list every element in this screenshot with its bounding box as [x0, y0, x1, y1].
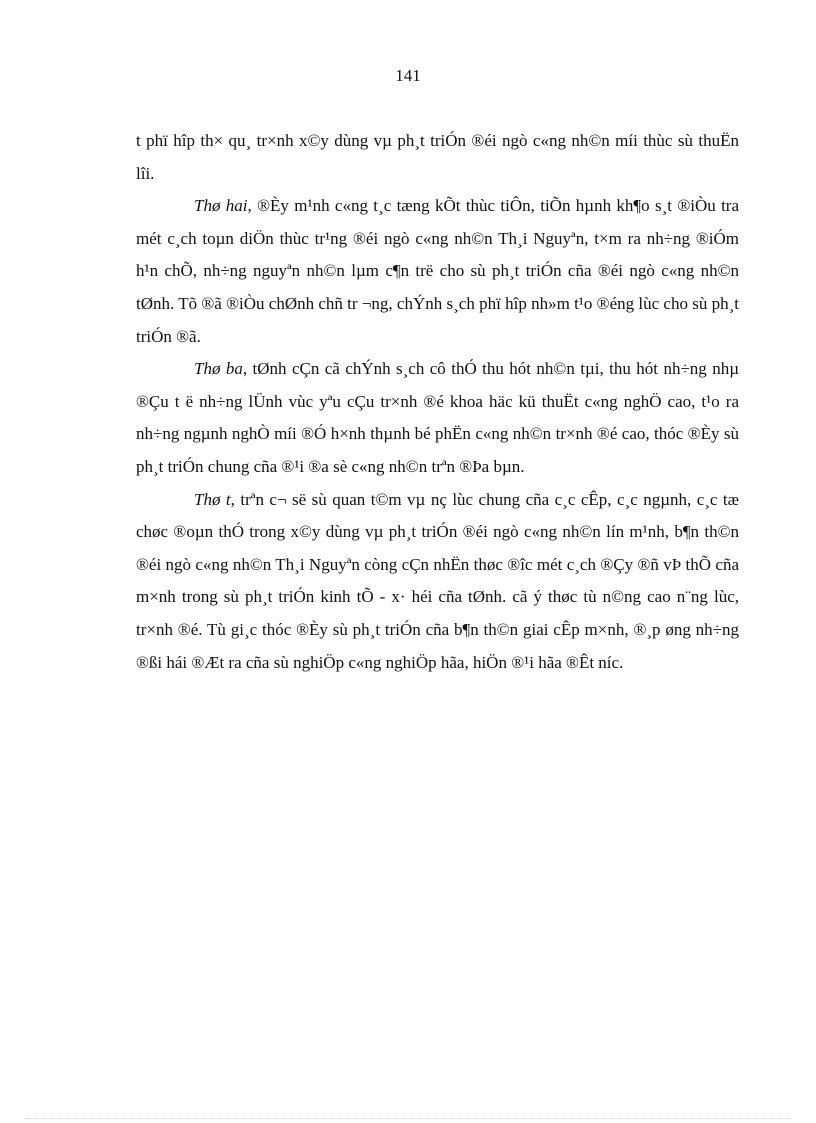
paragraph-text: , tØnh cÇn cã chÝnh s¸ch cô thÓ thu hót nh©n tµi, thu hót nh÷ng nhµ ®Çu t ë nh÷ng lÜnh vùc yªu cÇu tr×nh ®é khoa häc kü thuËt c«ng nghÖ cao, t¹o ra nh÷ng ngµnh nghÒ míi ®Ó h×nh thµnh bé phËn c«ng nh©n tr×nh ®é cao, thóc ®Èy sù ph¸t triÓn chung cña ®¹i ®a sè c«ng nh©n trªn ®Þa bµn. — [136, 359, 739, 476]
paragraph-third-point — [136, 353, 739, 483]
paragraph-text: t phï hîp th× qu¸ tr×nh x©y dùng vµ ph¸t triÓn ®éi ngò c«ng nh©n míi thùc sù thuËn lîi. — [136, 131, 739, 183]
paragraph-lead: Thø hai — [194, 196, 248, 216]
paragraph-second-point — [136, 190, 739, 353]
paragraph-lead: Thø ba — [194, 359, 243, 379]
paragraph-text: , ®Èy m¹nh c«ng t¸c tæng kÕt thùc tiÔn, tiÕn hµnh kh¶o s¸t ®iÒu tra mét c¸ch toµn diÖn thùc tr¹ng ®éi ngò c«ng nh©n Th¸i Nguyªn, t×m ra nh÷ng ®iÓm h¹n chÕ, nh÷ng nguyªn nh©n lµm c¶n trë cho sù ph¸t triÓn cña ®éi ngò c«ng nh©n tØnh. Tõ ®ã ®iÒu chØnh chñ tr ¬ng, chÝnh s¸ch phï hîp nh»m t¹o ®éng lùc cho sù ph¸t triÓn ®ã. — [136, 196, 740, 346]
paragraph-text: , trªn c¬ së sù quan t©m vµ nç lùc chung cña c¸c cÊp, c¸c ngµnh, c¸c tæ chøc ®oµn thÓ trong x©y dùng vµ ph¸t triÓn ®éi ngò c«ng nh©n lín m¹nh, b¶n th©n ®éi ngò c«ng nh©n Th¸i Nguyªn còng cÇn nhËn thøc ®îc mét c¸ch ®Çy ®ñ vÞ thÕ cña m×nh trong sù ph¸t triÓn kinh tÕ - x· héi cña tØnh. cã ý thøc tù n©ng cao n¨ng lùc, tr×nh ®é. Tù gi¸c thóc ®Èy sù ph¸t triÓn cña b¶n th©n giai cÊp m×nh, ®¸p øng nh÷ng ®ßi hái ®Æt ra cña sù nghiÖp c«ng nghiÖp hãa, hiÖn ®¹i hãa ®Êt níc. — [136, 489, 739, 672]
document-body — [136, 125, 739, 679]
page-number: 141 — [395, 66, 421, 85]
paragraph-lead: Thø t — [194, 489, 231, 509]
page-bottom-divider — [24, 1118, 792, 1119]
paragraph-continuation — [136, 125, 739, 190]
paragraph-fourth-point — [136, 484, 739, 680]
